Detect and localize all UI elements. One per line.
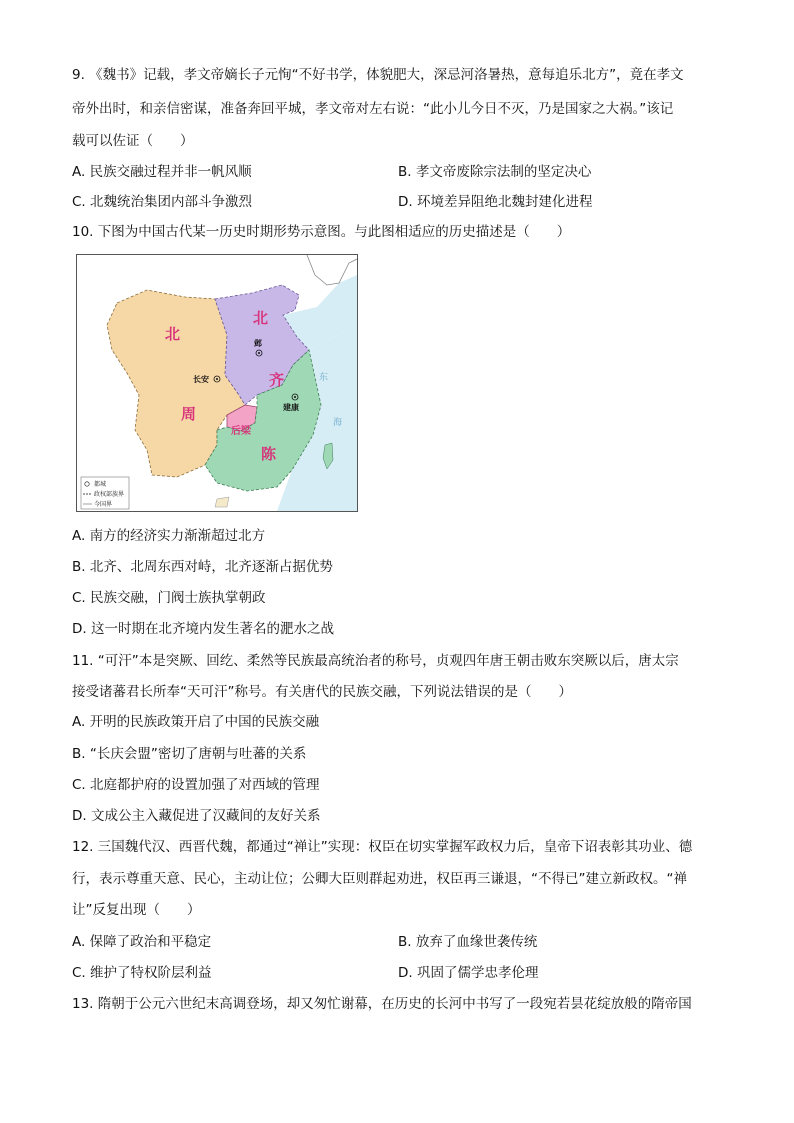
q9-stem-line3: 载可以佐证（ ） [72,133,194,149]
city-jiankang: 建康 [283,403,299,412]
q12-stem-line1: 12. 三国魏代汉、西晋代魏，都通过“禅让”实现：权臣在切实掌握军政权力后，皇帝下诏表彰其功业、德 [72,839,693,855]
q9-stem-line1: 9. 《魏书》记载，孝文帝嫡长子元恂“不好书学，体貌肥大，深忌河洛暑热，意每追乐北方”，竟在孝文 [72,67,684,83]
q10-option-d[interactable]: D. 这一时期在北齐境内发生著名的淝水之战 [72,621,334,637]
q11-stem-line2: 接受诸蕃君长所奉“天可汗”称号。有关唐代的民族交融，下列说法错误的是（ ） [72,684,572,700]
legend-modern-border: 今国界 [94,501,113,508]
q9-option-b[interactable]: B. 孝文帝废除宗法制的坚定决心 [398,164,592,180]
q12-option-d[interactable]: D. 巩固了儒学忠孝伦理 [398,965,539,981]
label-qi-1: 北 [253,309,269,327]
q9-stem-line2: 帝外出时，和亲信密谋，准备奔回平城，孝文帝对左右说：“此小儿今日不灭，乃是国家之大祸。”该记 [72,101,674,117]
q11-option-d[interactable]: D. 文成公主入藏促进了汉藏间的友好关系 [72,808,321,824]
legend-boundary: 政权部族界 [94,491,125,498]
label-zhou-1: 北 [165,325,181,343]
q11-stem-line1: 11. “可汗”本是突厥、回纥、柔然等民族最高统治者的称号，贞观四年唐王朝击败东突厥以后，唐太宗 [72,653,679,669]
q9-option-c[interactable]: C. 北魏统治集团内部斗争激烈 [72,194,253,210]
q12-stem-line2: 行，表示尊重天意、民心，主动让位；公卿大臣则群起劝进，权臣再三谦退，“不得已”建立新政权。“禅 [72,871,687,887]
q10-stem-line1: 10. 下图为中国古代某一历史时期形势示意图。与此图相适应的历史描述是（ ） [72,224,571,240]
q11-option-a[interactable]: A. 开明的民族政策开启了中国的民族交融 [72,714,320,730]
q11-option-c[interactable]: C. 北庭都护府的设置加强了对西域的管理 [72,777,320,793]
legend-capital: 都城 [94,481,107,488]
q12-stem-line3: 让”反复出现（ ） [72,902,201,918]
label-hou-liang: 后梁 [231,426,251,437]
label-chen: 陈 [261,445,277,463]
label-qi-2: 齐 [269,371,285,389]
sea-label-east: 东 [319,373,329,383]
q12-option-b[interactable]: B. 放弃了血缘世袭传统 [398,934,538,950]
city-ye: 邺 [254,339,262,348]
q10-option-c[interactable]: C. 民族交融，门阀士族执掌朝政 [72,590,266,606]
sea-label-sea: 海 [333,418,343,428]
city-changan: 长安 [193,375,209,384]
historical-map [76,254,358,512]
q13-stem-line1: 13. 隋朝于公元六世纪末高调登场，却又匆忙谢幕，在历史的长河中书写了一段宛若昙花绽放般的隋帝国 [72,996,692,1012]
q9-option-d[interactable]: D. 环境差异阻绝北魏封建化进程 [398,194,593,210]
q12-option-c[interactable]: C. 维护了特权阶层利益 [72,965,212,981]
label-zhou-2: 周 [181,405,197,423]
q12-option-a[interactable]: A. 保障了政治和平稳定 [72,934,212,950]
q10-option-b[interactable]: B. 北齐、北周东西对峙，北齐逐渐占据优势 [72,559,333,575]
q9-option-a[interactable]: A. 民族交融过程并非一帆风顺 [72,164,252,180]
q10-option-a[interactable]: A. 南方的经济实力渐渐超过北方 [72,528,266,544]
q11-option-b[interactable]: B. “长庆会盟”密切了唐朝与吐蕃的关系 [72,746,307,762]
